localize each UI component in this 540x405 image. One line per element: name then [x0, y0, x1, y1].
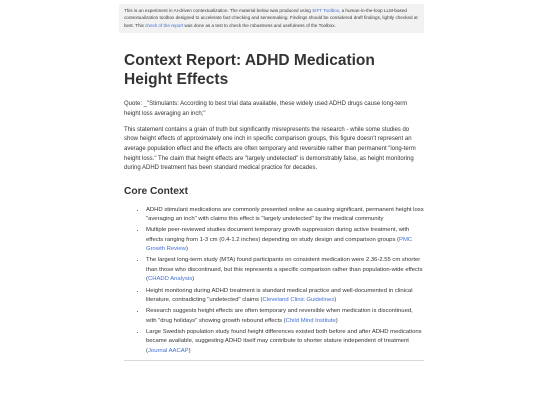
list-item-suffix: ): [334, 297, 337, 304]
journal-aacap-link[interactable]: Journal AACAP: [147, 347, 189, 354]
sift-toolbox-link[interactable]: SIFT Toolbox: [312, 8, 340, 13]
list-item-suffix: ): [185, 246, 188, 253]
experiment-notice: [119, 4, 424, 33]
claim-quote: Quote: _"Stimulants: According to best trial data available, these widely used ADHD drugs cause long-term height loss averaging an inch;": [124, 101, 408, 117]
list-item-text: Multiple peer-reviewed studies document temporary growth suppression during active treatment, with effects ranging from 1-3 cm (0.4-1.2 inches) depending on study design and comparison groups (: [146, 227, 410, 243]
list-item-suffix: ): [192, 276, 195, 283]
notice-text-3: was done as a test to check the robustness and usefulness of the Toolbox.: [183, 22, 336, 28]
list-item: [146, 256, 424, 285]
list-item-text: Large Swedish population study found height differences existed both before and after ADHD medications became available, suggesting ADHD itself may contribute to shorter stature independent of treatment (: [146, 328, 422, 354]
list-item-text: Height monitoring during ADHD treatment is standard medical practice and well-documented in clinical literature, contradicting "undetected" claims (: [146, 287, 413, 304]
chadd-analysis-link[interactable]: CHADD Analysis: [147, 276, 193, 283]
list-item-text: The largest long-term study (MTA) found participants on consistent medication were 2.36-2.55 cm shorter than those who discontinued, but this represents a specific comparison rather than population-wide effects (: [146, 257, 423, 283]
page-title: Context Report: ADHD Medication Height Effects: [124, 52, 375, 88]
report-document: [119, 0, 424, 361]
list-item-suffix: ): [188, 347, 191, 354]
list-item-text: Research suggests height effects are often temporary and reversible when medication is discontinued, with "drug holidays" showing growth rebound effects (: [146, 308, 413, 324]
cleveland-clinic-link[interactable]: Cleveland Clinic Guidelines: [262, 297, 335, 304]
section-divider: [124, 360, 424, 361]
list-item-suffix: ): [335, 317, 338, 324]
core-context-heading: Core Context: [124, 185, 188, 197]
core-context-list: [119, 206, 424, 356]
child-mind-institute-link[interactable]: Child Mind Institute: [285, 317, 336, 324]
notice-text-2: , a human-in-the-loop LLM-based contextualization toolbox designed to accelerate fact-checking and sensemaking. Findings should be considered draft findings, lightly checked at best. This: [124, 8, 418, 28]
pmc-growth-review-link[interactable]: PMC Growth Review: [146, 236, 413, 253]
list-item: [146, 328, 424, 357]
list-item: [146, 287, 424, 306]
summary-paragraph: This statement contains a grain of truth but significantly misrepresents the research - while some studies do show height effects of approximately one inch in specific comparison groups, this figure doesn't represent an average population effect and the effects are often temporary and reversible rather than permanent "long-term height loss." The claim that height effects are "largely undetected" is demonstrably false, as height monitoring during ADHD treatment has been standard medical practice for decades.: [124, 126, 416, 172]
list-item-text: ADHD stimulant medications are commonly presented online as causing significant, permanent height loss "averaging an inch" with claims this effect is "largely undetected" by the medical community: [146, 206, 424, 223]
list-item: [146, 307, 424, 326]
list-item: [146, 206, 424, 225]
report-check-link[interactable]: check of the report: [145, 22, 184, 28]
list-item: [146, 226, 424, 255]
notice-text-1: This is an experiment in AI-driven contextualization. The material below was produced using: [124, 8, 313, 13]
